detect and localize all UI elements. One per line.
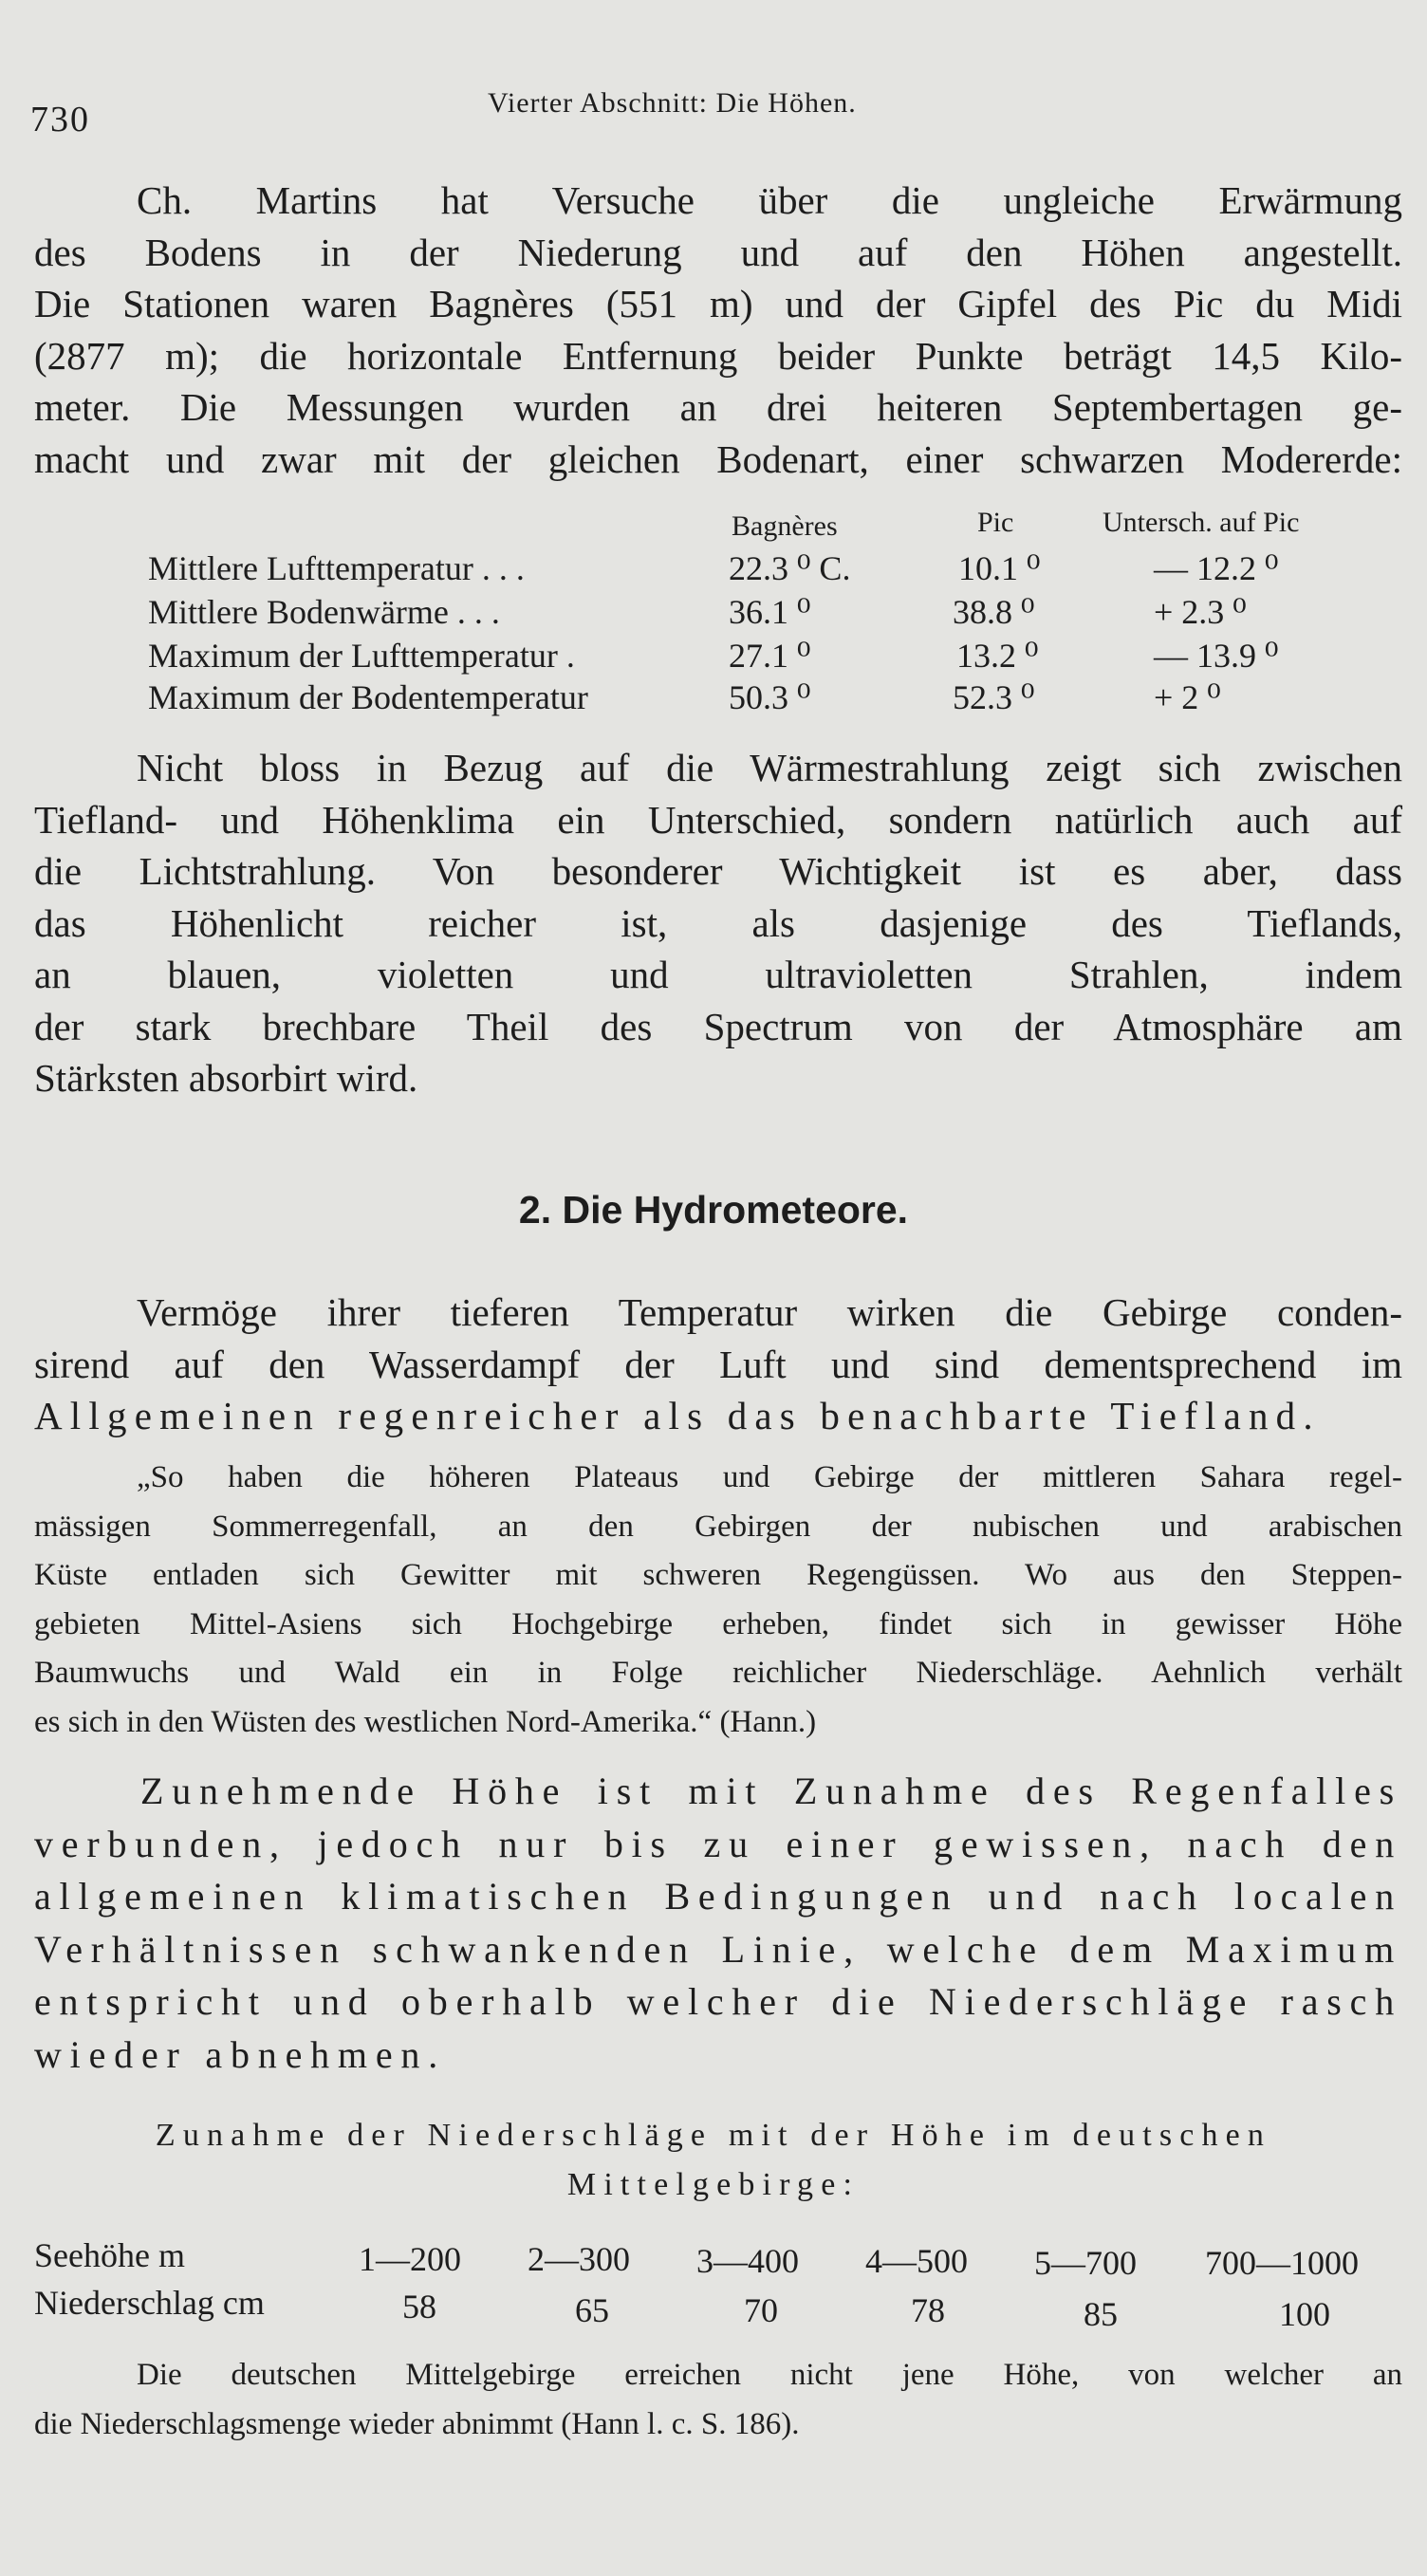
text-line: wieder abnehmen. [34, 2032, 447, 2076]
text-line: „So haben die höheren Plateaus und Gebirge der mittleren Sahara regel- [137, 1460, 1402, 1494]
paragraph-martins [34, 175, 1402, 485]
table-caption: Zunahme der Niederschläge mit der Höhe im deutschen [155, 2118, 1272, 2153]
cell-difference: + 2 ⁰ [1154, 678, 1221, 716]
row-label-altitude: Seehöhe m [34, 2236, 185, 2274]
text-line: des Bodens in der Niederung und auf den Höhen angestellt. [34, 230, 1402, 274]
cell-pic: 52.3 ⁰ [953, 678, 1035, 716]
cell-pic: 13.2 ⁰ [956, 637, 1039, 675]
cell-precipitation: 78 [911, 2291, 945, 2329]
text-line: Nicht bloss in Bezug auf die Wärmestrahlung zeigt sich zwischen [137, 746, 1402, 789]
cell-bagneres: 50.3 ⁰ [729, 678, 811, 716]
text-line: Ch. Martins hat Versuche über die ungleiche Erwärmung [137, 178, 1402, 222]
row-label: Maximum der Lufttemperatur . [148, 637, 575, 675]
cell-precipitation: 65 [575, 2291, 609, 2329]
section-heading: 2. Die Hydrometeore. [518, 1188, 909, 1232]
text-line: Tiefland- und Höhenklima ein Unterschied, sondern natürlich auch auf [34, 797, 1402, 842]
cell-bagneres: 27.1 ⁰ [729, 637, 811, 675]
page-number: 730 [30, 100, 90, 139]
row-label: Mittlere Bodenwärme . . . [148, 593, 500, 631]
row-label: Maximum der Bodentemperatur [148, 678, 588, 716]
paragraph-light [34, 742, 1402, 1104]
column-header-difference: Untersch. auf Pic [1103, 507, 1300, 538]
cell-altitude: 4—500 [865, 2242, 968, 2280]
paragraph-mountains [34, 1287, 1402, 1442]
text-line: Allgemeinen regenreicher als das benachbarte Tiefland. [34, 1394, 1321, 1437]
text-line: sirend auf den Wasserdampf der Luft und sind dementsprechend im [34, 1342, 1402, 1386]
text-line: mässigen Sommerregenfall, an den Gebirgen der nubischen und arabischen [34, 1509, 1402, 1544]
text-line: das Höhenlicht reicher ist, als dasjenige des Tieflands, [34, 900, 1402, 945]
text-line: (2877 m); die horizontale Entfernung beider Punkte beträgt 14,5 Kilo- [34, 333, 1402, 378]
text-line: meter. Die Messungen wurden an drei heiteren Septembertagen ge- [34, 385, 1402, 429]
closing-note [34, 2351, 1402, 2449]
column-header-pic: Pic [977, 507, 1014, 538]
quote-hann [34, 1454, 1402, 1747]
table-caption: Mittelgebirge: [566, 2167, 861, 2202]
cell-difference: + 2.3 ⁰ [1154, 593, 1247, 631]
paragraph-precipitation [34, 1765, 1402, 2081]
text-line: die Lichtstrahlung. Von besonderer Wichtigkeit ist es aber, dass [34, 849, 1402, 893]
text-line: verbunden, jedoch nur bis zu einer gewissen, nach den [34, 1822, 1402, 1865]
text-line: es sich in den Wüsten des westlichen Nord-Amerika.“ (Hann.) [34, 1704, 817, 1739]
cell-bagneres: 22.3 ⁰ C. [729, 549, 851, 587]
text-line: Stärksten absorbirt wird. [34, 1056, 418, 1100]
cell-altitude: 5—700 [1034, 2244, 1137, 2282]
text-line: Die deutschen Mittelgebirge erreichen nicht jene Höhe, von welcher an [137, 2358, 1402, 2392]
text-line: macht und zwar mit der gleichen Bodenart, einer schwarzen Modererde: [34, 436, 1402, 481]
text-line: an blauen, violetten und ultravioletten Strahlen, indem [34, 953, 1402, 996]
cell-precipitation: 70 [744, 2291, 778, 2329]
text-line: Zunehmende Höhe ist mit Zunahme des Regenfalles [140, 1770, 1402, 1812]
cell-precipitation: 100 [1279, 2295, 1330, 2333]
text-line: Verhältnissen schwankenden Linie, welche dem Maximum [34, 1927, 1402, 1971]
cell-altitude: 2—300 [528, 2240, 630, 2278]
cell-altitude: 3—400 [696, 2242, 799, 2280]
cell-altitude: 1—200 [359, 2240, 461, 2278]
text-line: Küste entladen sich Gewitter mit schweren Regengüssen. Wo aus den Steppen- [34, 1558, 1402, 1592]
cell-pic: 10.1 ⁰ [958, 549, 1041, 587]
cell-difference: — 13.9 ⁰ [1154, 637, 1279, 675]
text-line: Die Stationen waren Bagnères (551 m) und der Gipfel des Pic du Midi [34, 282, 1402, 325]
text-line: gebieten Mittel-Asiens sich Hochgebirge erheben, findet sich in gewisser Höhe [34, 1606, 1402, 1641]
cell-altitude: 700—1000 [1205, 2244, 1359, 2282]
column-header-bagneres: Bagnères [732, 510, 838, 542]
text-line: der stark brechbare Theil des Spectrum von der Atmosphäre am [34, 1004, 1402, 1048]
row-label: Mittlere Lufttemperatur . . . [148, 549, 525, 587]
cell-precipitation: 58 [402, 2288, 436, 2326]
text-line: allgemeinen klimatischen Bedingungen und nach localen [34, 1875, 1402, 1918]
cell-pic: 38.8 ⁰ [953, 593, 1035, 631]
text-line: Baumwuchs und Wald ein in Folge reichlicher Niederschläge. Aehnlich verhält [34, 1656, 1402, 1690]
running-head: Vierter Abschnitt: Die Höhen. [488, 87, 857, 119]
cell-bagneres: 36.1 ⁰ [729, 593, 811, 631]
text-line: entspricht und oberhalb welcher die Niederschläge rasch [34, 1980, 1402, 2023]
cell-difference: — 12.2 ⁰ [1154, 549, 1279, 587]
row-label-precipitation: Niederschlag cm [34, 2284, 265, 2322]
text-line: Vermöge ihrer tieferen Temperatur wirken die Gebirge conden- [137, 1290, 1402, 1334]
cell-precipitation: 85 [1084, 2295, 1118, 2333]
text-line: die Niederschlagsmenge wieder abnimmt (Hann l. c. S. 186). [34, 2406, 800, 2441]
